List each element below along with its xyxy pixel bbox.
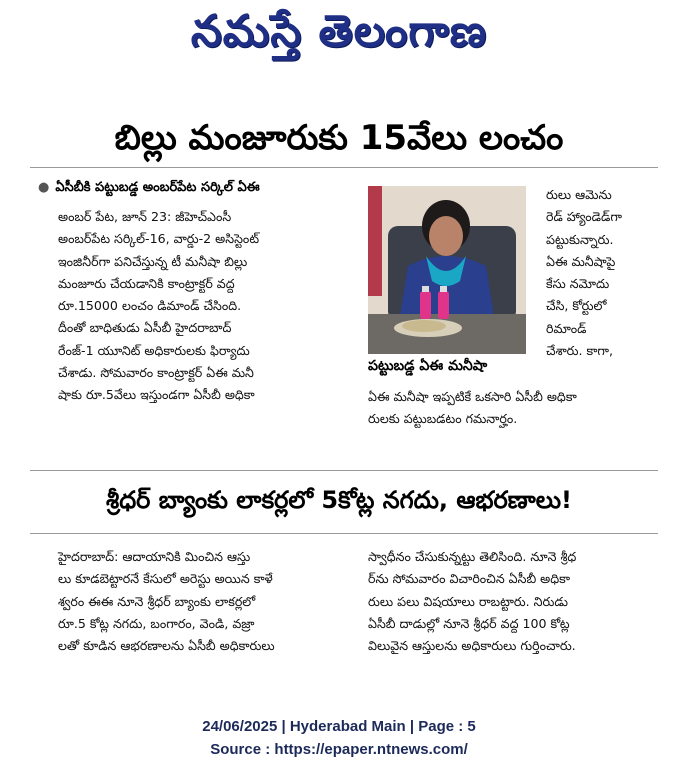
story2-headline: శ్రీధర్ బ్యాంకు లాకర్లలో 5కోట్ల నగదు, ఆభరణాలు! <box>106 486 572 514</box>
text-line: రూ.15000 లంచం డిమాండ్ చేసింది. <box>58 298 242 314</box>
kicker-text: ఏసీబీకి పట్టుబడ్డ అంబర్‌పేట సర్కిల్ ఏఈ <box>55 180 260 195</box>
text-line: లు కూడబెట్టారనే కేసులో అరెస్టు అయిన కాళే <box>58 571 273 587</box>
bullet-icon: ● <box>38 180 50 195</box>
text-line: మంజూరు చేయడానికి కాంట్రాక్టర్ వద్ద <box>58 275 235 291</box>
text-line: ఏసీబీ దాడుల్లో నూనె శ్రీధర్ వద్ద 100 కోట్ల <box>368 615 570 631</box>
text-line: అంబర్‌పేట సర్కిల్-16, వార్డు-2 అసిస్టెంట్ <box>58 231 260 247</box>
text-line: శ్వరం ఈఈ నూనె శ్రీధర్ బ్యాంకు లాకర్లలో <box>58 593 256 609</box>
text-line: దీంతో బాధితుడు ఏసీబీ హైదరాబాద్ <box>58 320 232 336</box>
text-line: రులు పలు విషయాలు రాబట్టారు. నిరుడు <box>368 593 569 609</box>
text-line: హైదరాబాద్: ఆదాయానికి మించిన ఆస్తు <box>58 549 251 564</box>
text-line: రూ.5 కోట్ల నగదు, బంగారం, వెండి, వజ్రా <box>58 615 255 631</box>
story2-left-column <box>58 546 356 657</box>
text-line: ఏఈ మనీషాపై <box>546 253 616 269</box>
story1-left-column <box>58 206 356 407</box>
text-line: చేశారు. కాగా, <box>546 343 614 359</box>
divider <box>30 470 658 471</box>
story2-right-column <box>368 546 658 657</box>
text-line: రులు ఆమెను <box>546 187 612 202</box>
divider <box>30 167 658 168</box>
text-line: స్వాధీనం చేసుకున్నట్టు తెలిసింది. నూనె శ్రీధ <box>368 549 577 564</box>
text-line: అంబర్ పేట, జూన్ 23: జీహెచ్ఎంసీ <box>58 209 232 224</box>
text-line: రులకు పట్టుబడటం గమనార్హం. <box>368 411 518 427</box>
story1-kicker <box>38 180 260 198</box>
text-line: ఏఈ మనీషా ఇప్పటికే ఒకసారి ఏసీబీ అధికా <box>368 389 577 404</box>
masthead-logo: నమస్తే తెలంగాణ <box>190 6 488 57</box>
text-line: విలువైన ఆస్తులను అధికారులు గుర్తించారు. <box>368 638 576 654</box>
divider <box>30 533 658 534</box>
text-line: లతో కూడిన ఆభరణాలను ఏసీబీ అధికారులు <box>58 638 275 654</box>
text-line: షాకు రూ.5వేలు ఇస్తుండగా ఏసీబీ అధికా <box>58 387 255 403</box>
footer-source: Source : https://epaper.ntnews.com/ <box>210 741 468 758</box>
footer-date-edition: 24/06/2025 | Hyderabad Main | Page : 5 <box>202 718 476 735</box>
text-line: చేశాడు. సోమవారం కాంట్రాక్టర్ ఏఈ మనీ <box>58 365 254 381</box>
story1-right-column <box>546 184 656 362</box>
text-line: రెడ్ హ్యాండెడ్‌గా <box>546 209 622 225</box>
photo-caption: పట్టుబడ్డ ఏఈ మనీషా <box>368 358 488 374</box>
text-line: చేసి, కోర్టులో <box>546 298 607 314</box>
text-line: రిమాండ్ <box>546 320 587 336</box>
text-line: పట్టుకున్నారు. <box>546 231 614 247</box>
text-line: రేంజ్-1 యూనిట్ అధికారులకు ఫిర్యాదు <box>58 342 250 358</box>
text-line: కేసు నమోదు <box>546 276 610 292</box>
news-photo <box>368 186 526 354</box>
photo-illustration <box>368 186 526 354</box>
story1-bottom-column <box>368 386 658 431</box>
text-line: ఇంజినీర్‌గా పనిచేస్తున్న టీ మనీషా బిల్లు <box>58 253 248 269</box>
text-line: ర్‌ను సోమవారం విచారించిన ఏసీబీ అధికా <box>368 571 571 587</box>
story1-headline: బిల్లు మంజూరుకు 15వేలు లంచం <box>114 118 564 158</box>
